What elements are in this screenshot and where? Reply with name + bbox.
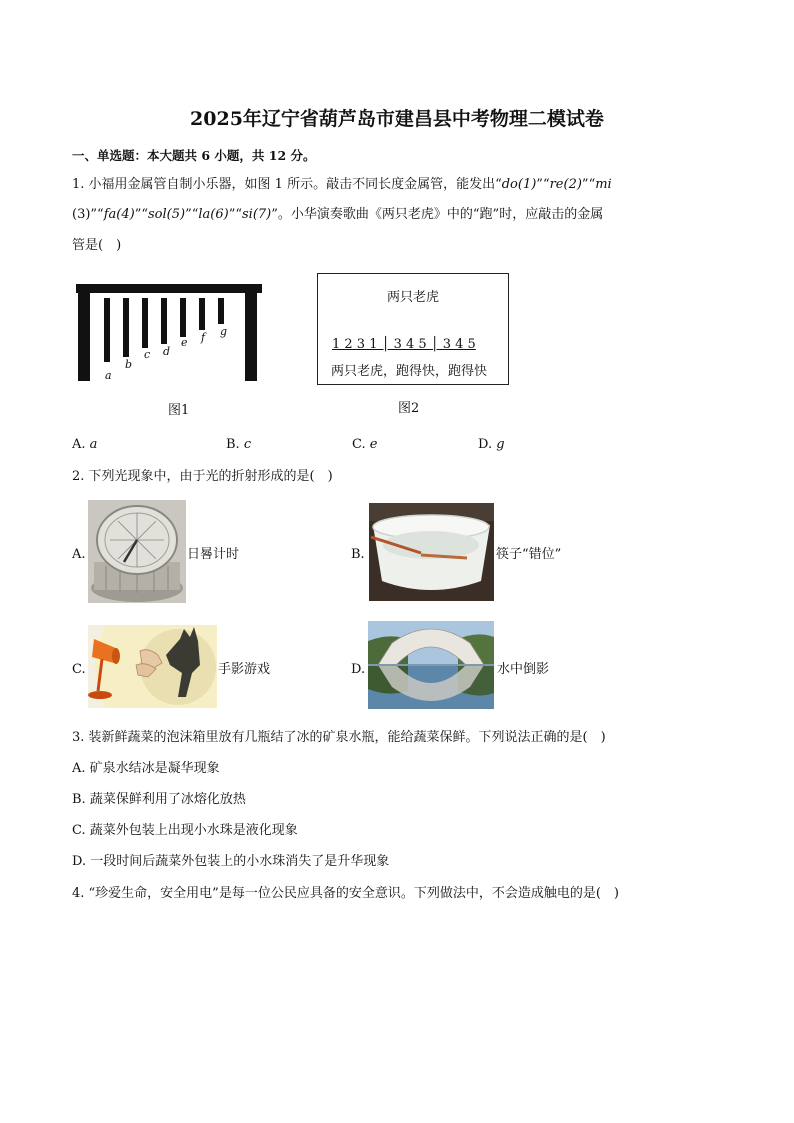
q2-option-d-caption: 水中倒影 [497, 662, 550, 677]
note-re: re(2) [549, 177, 582, 192]
exam-title: 2025年辽宁省葫芦岛市建昌县中考物理二模试卷 [190, 108, 604, 130]
q2-option-a-key[interactable]: A. [72, 547, 86, 562]
tube-label-c: c [144, 348, 151, 361]
q1-option-d[interactable] [478, 436, 505, 454]
tube-label-f: f [201, 331, 206, 344]
q2-stem: 2. 下列光现象中，由于光的折射形成的是( ) [72, 469, 333, 484]
note-la: la(6) [198, 207, 229, 222]
q3-stem: 3. 装新鲜蔬菜的泡沫箱里放有几瓶结了冰的矿泉水瓶，能给蔬菜保鲜。下列说法正确的是( ) [72, 730, 606, 745]
section-heading: 一、单选题：本大题共 6 小题，共 12 分。 [72, 148, 316, 163]
song-lyrics: 两只老虎，跑得快，跑得快 [331, 364, 488, 379]
quote-sep: ”“ [228, 207, 242, 222]
bridge-reflection-image [368, 621, 494, 709]
q1-text-1: 1. 小福用金属管自制小乐器，如图 1 所示。敲击不同长度金属管，能发出“ [72, 177, 502, 192]
q1-option-c[interactable] [352, 436, 377, 454]
q2-option-b-key[interactable]: B. [351, 547, 365, 562]
option-value: c [243, 437, 252, 452]
tube-label-a: a [105, 369, 112, 382]
q2-option-c-caption: 手影游戏 [218, 662, 271, 677]
option-value: g [496, 437, 505, 452]
q2-option-d-key[interactable]: D. [351, 662, 366, 677]
option-key: A. [72, 437, 86, 452]
sundial-image [88, 500, 186, 603]
quote-sep: ”“ [134, 207, 148, 222]
figure-1-tube-instrument [72, 280, 264, 388]
q1-line3: 管是( ) [72, 238, 122, 253]
q1-line1 [72, 176, 612, 194]
q3-option-b[interactable]: B. 蔬菜保鲜利用了冰熔化放热 [72, 792, 246, 807]
q2-option-b-caption: 筷子“错位” [496, 547, 562, 562]
q1-option-a[interactable] [72, 436, 97, 454]
q4-stem: 4. “珍爱生命，安全用电”是每一位公民应具备的安全意识。下列做法中，不会造成触电的是( ) [72, 886, 619, 901]
q3-option-c[interactable]: C. 蔬菜外包装上出现小水珠是液化现象 [72, 823, 298, 838]
option-value: a [89, 437, 98, 452]
q1-text-3: ”。小华演奏歌曲《两只老虎》中的“跑”时，应敲击的金属 [271, 207, 604, 222]
option-key: C. [352, 437, 366, 452]
chopsticks-bowl-image [369, 503, 494, 601]
note-do: do(1) [501, 177, 537, 192]
q1-line2 [72, 206, 603, 224]
q2-option-a-caption: 日晷计时 [187, 547, 240, 562]
tube-label-d: d [163, 345, 171, 358]
tube-label-b: b [125, 358, 133, 371]
q1-option-b[interactable] [226, 436, 251, 454]
quote-sep: ”“ [185, 207, 199, 222]
option-value: e [369, 437, 378, 452]
hand-shadow-image [88, 625, 217, 708]
note-si: si(7) [242, 207, 272, 222]
figure-2-score [317, 273, 509, 385]
note-fa: fa(4) [103, 207, 135, 222]
q1-text-2: (3)”“ [72, 207, 104, 222]
note-sol: sol(5) [148, 207, 186, 222]
figure-1-caption: 图1 [168, 403, 190, 418]
figure-2-caption: 图2 [398, 401, 420, 416]
quote-sep: ”“ [581, 177, 596, 192]
q3-option-a[interactable]: A. 矿泉水结冰是凝华现象 [72, 761, 220, 776]
quote-sep: ”“ [536, 177, 550, 192]
option-key: D. [478, 437, 493, 452]
tube-label-g: g [220, 325, 228, 338]
note-mi: mi [595, 177, 612, 192]
q2-option-c-key[interactable]: C. [72, 662, 86, 677]
song-title: 两只老虎 [386, 290, 439, 305]
option-key: B. [226, 437, 240, 452]
tube-label-e: e [181, 336, 188, 349]
song-notes: 1 2 3 1 │ 3 4 5 │ 3 4 5 [332, 337, 476, 352]
q3-option-d[interactable]: D. 一段时间后蔬菜外包装上的小水珠消失了是升华现象 [72, 854, 390, 869]
